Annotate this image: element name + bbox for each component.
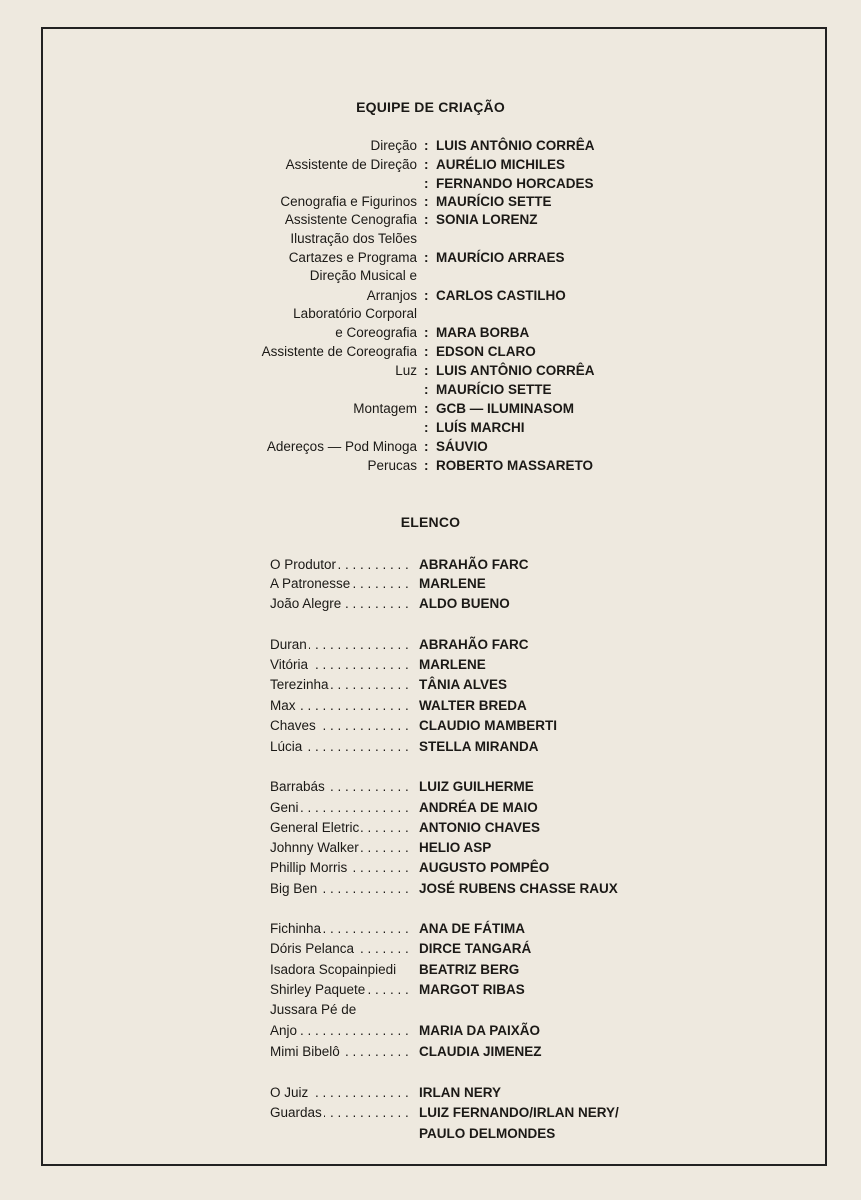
crew-separator: : [424,194,429,209]
cast-role [270,637,410,652]
cast-row [0,860,861,880]
cast-actor-name: WALTER BREDA [419,698,527,713]
cast-role-label: Isadora Scopainpiedi [270,962,397,977]
cast-role [270,718,410,733]
crew-member-name: EDSON CLARO [436,344,536,359]
cast-role-label: Dóris Pelanca [270,941,355,956]
crew-role: Luz [395,363,417,378]
cast-role-label: Geni [270,800,299,815]
crew-separator: : [424,420,429,435]
crew-row [0,306,861,325]
cast-actor-name: LUIZ GUILHERME [419,779,534,794]
crew-row [0,288,861,307]
cast-actor-name: ABRAHÃO FARC [419,637,529,652]
cast-row [0,657,861,677]
crew-row [0,138,861,157]
cast-actor-name: PAULO DELMONDES [419,1126,556,1141]
crew-separator: : [424,138,429,153]
crew-separator: : [424,157,429,172]
crew-row [0,363,861,382]
cast-role-label: Fichinha [270,921,322,936]
crew-separator: : [424,325,429,340]
crew-role: Assistente de Direção [285,157,417,172]
cast-role [270,941,410,956]
crew-row [0,212,861,231]
crew-role: Perucas [367,458,417,473]
crew-separator: : [424,288,429,303]
crew-separator: : [424,212,429,227]
crew-role: Direção Musical e [309,268,417,283]
crew-section-title: EQUIPE DE CRIAÇÃO [356,99,505,115]
cast-row [0,881,861,901]
cast-row [0,739,861,759]
crew-row [0,176,861,195]
cast-row [0,677,861,697]
cast-row [0,1044,861,1064]
cast-role-label: O Juiz [270,1085,309,1100]
cast-role-label: General Eletric [270,820,360,835]
cast-row [0,718,861,738]
cast-actor-name: CLAUDIO MAMBERTI [419,718,557,733]
crew-row [0,268,861,287]
cast-section-title: ELENCO [400,514,461,530]
crew-member-name: ROBERTO MASSARETO [436,458,594,473]
crew-row [0,382,861,401]
crew-separator: : [424,250,429,265]
crew-row [0,325,861,344]
cast-role [270,860,410,875]
cast-actor-name: IRLAN NERY [419,1085,502,1100]
crew-role: Cartazes e Programa [288,250,417,265]
cast-actor-name: MARIA DA PAIXÃO [419,1023,540,1038]
crew-row [0,194,861,213]
cast-role-label: Jussara Pé de [270,1002,357,1017]
cast-role [270,657,410,672]
cast-actor-name: STELLA MIRANDA [419,739,539,754]
crew-role: Assistente Cenografia [284,212,417,227]
cast-row [0,1105,861,1125]
cast-row [0,1002,861,1022]
crew-member-name: AURÉLIO MICHILES [436,157,566,172]
crew-row [0,344,861,363]
cast-role [270,1002,410,1017]
crew-member-name: CARLOS CASTILHO [436,288,566,303]
crew-role: Arranjos [366,288,417,303]
cast-role-label: Chaves [270,718,316,733]
crew-separator: : [424,176,429,191]
cast-actor-name: ANTONIO CHAVES [419,820,541,835]
cast-row [0,698,861,718]
crew-row [0,439,861,458]
cast-role [270,596,410,611]
crew-member-name: LUÍS MARCHI [436,420,525,435]
cast-actor-name: AUGUSTO POMPÊO [419,860,550,875]
cast-role [270,921,410,936]
cast-row [0,941,861,961]
cast-role [270,881,410,896]
crew-separator: : [424,401,429,416]
cast-role [270,1044,410,1059]
crew-member-name: LUIS ANTÔNIO CORRÊA [436,138,595,153]
cast-actor-name: MARLENE [419,657,486,672]
cast-role [270,677,410,692]
cast-row [0,637,861,657]
cast-actor-name: MARLENE [419,576,486,591]
crew-member-name: SONIA LORENZ [436,212,538,227]
crew-member-name: MARA BORBA [436,325,530,340]
cast-role [270,982,410,997]
cast-actor-name: CLAUDIA JIMENEZ [419,1044,542,1059]
cast-row [0,1085,861,1105]
crew-row [0,458,861,477]
cast-role [270,557,410,572]
cast-row [0,779,861,799]
cast-role-label: Lúcia [270,739,303,754]
cast-role [270,820,410,835]
cast-row [0,800,861,820]
cast-actor-name: LUIZ FERNANDO/IRLAN NERY/ [419,1105,619,1120]
cast-row [0,921,861,941]
cast-role-label: Max [270,698,296,713]
cast-role-label: Terezinha [270,677,329,692]
cast-role [270,779,410,794]
cast-role-label: Duran [270,637,307,652]
crew-role: Ilustração dos Telões [290,231,417,246]
crew-role: e Coreografia [335,325,417,340]
cast-actor-name: ABRAHÃO FARC [419,557,529,572]
crew-row [0,157,861,176]
cast-actor-name: HELIO ASP [419,840,492,855]
cast-actor-name: ANDRÉA DE MAIO [419,800,538,815]
crew-member-name: MAURÍCIO SETTE [436,382,552,397]
crew-role: Direção [370,138,417,153]
cast-role-label: Shirley Paquete [270,982,366,997]
cast-role-label: Vitória [270,657,309,672]
cast-role [270,739,410,754]
cast-actor-name: ALDO BUENO [419,596,510,611]
cast-role [270,1023,410,1038]
cast-actor-name: BEATRIZ BERG [419,962,520,977]
cast-role-label: A Patronesse [270,576,351,591]
cast-row [0,1023,861,1043]
cast-role [270,1085,410,1100]
cast-role [270,800,410,815]
crew-member-name: MAURÍCIO ARRAES [436,250,565,265]
cast-role-label: Big Ben [270,881,318,896]
crew-role: Montagem [353,401,417,416]
cast-actor-name: DIRCE TANGARÁ [419,941,532,956]
cast-row [0,1126,861,1146]
cast-row [0,557,861,577]
cast-role-label: Phillip Morris [270,860,348,875]
crew-row [0,250,861,269]
cast-row [0,982,861,1002]
crew-member-name: FERNANDO HORCADES [436,176,594,191]
cast-row [0,576,861,596]
cast-actor-name: JOSÉ RUBENS CHASSE RAUX [419,881,618,896]
cast-actor-name: ANA DE FÁTIMA [419,921,525,936]
crew-role: Assistente de Coreografia [261,344,417,359]
crew-member-name: GCB — ILUMINASOM [436,401,574,416]
cast-role [270,1105,410,1120]
crew-row [0,420,861,439]
cast-row [0,820,861,840]
crew-role: Adereços — Pod Minoga [266,439,417,454]
cast-actor-name: MARGOT RIBAS [419,982,525,997]
crew-role: Laboratório Corporal [293,306,417,321]
crew-separator: : [424,458,429,473]
crew-member-name: MAURÍCIO SETTE [436,194,552,209]
cast-actor-name: TÂNIA ALVES [419,677,508,692]
crew-separator: : [424,363,429,378]
crew-separator: : [424,344,429,359]
crew-row [0,401,861,420]
cast-role [270,698,410,713]
cast-role [270,840,410,855]
crew-member-name: LUIS ANTÔNIO CORRÊA [436,363,595,378]
cast-role-label: O Produtor [270,557,337,572]
crew-row [0,231,861,250]
cast-row [0,840,861,860]
cast-role-label: Johnny Walker [270,840,359,855]
crew-separator: : [424,439,429,454]
cast-role [270,962,410,977]
crew-separator: : [424,382,429,397]
cast-role-label: Barrabás [270,779,325,794]
cast-role-label: Guardas [270,1105,322,1120]
cast-role-label: Mimi Bibelô [270,1044,340,1059]
crew-role: Cenografia e Figurinos [280,194,417,209]
cast-role-label: João Alegre [270,596,342,611]
cast-role [270,576,410,591]
crew-member-name: SÁUVIO [436,439,488,454]
cast-role-label: Anjo [270,1023,298,1038]
cast-row [0,962,861,982]
cast-row [0,596,861,616]
